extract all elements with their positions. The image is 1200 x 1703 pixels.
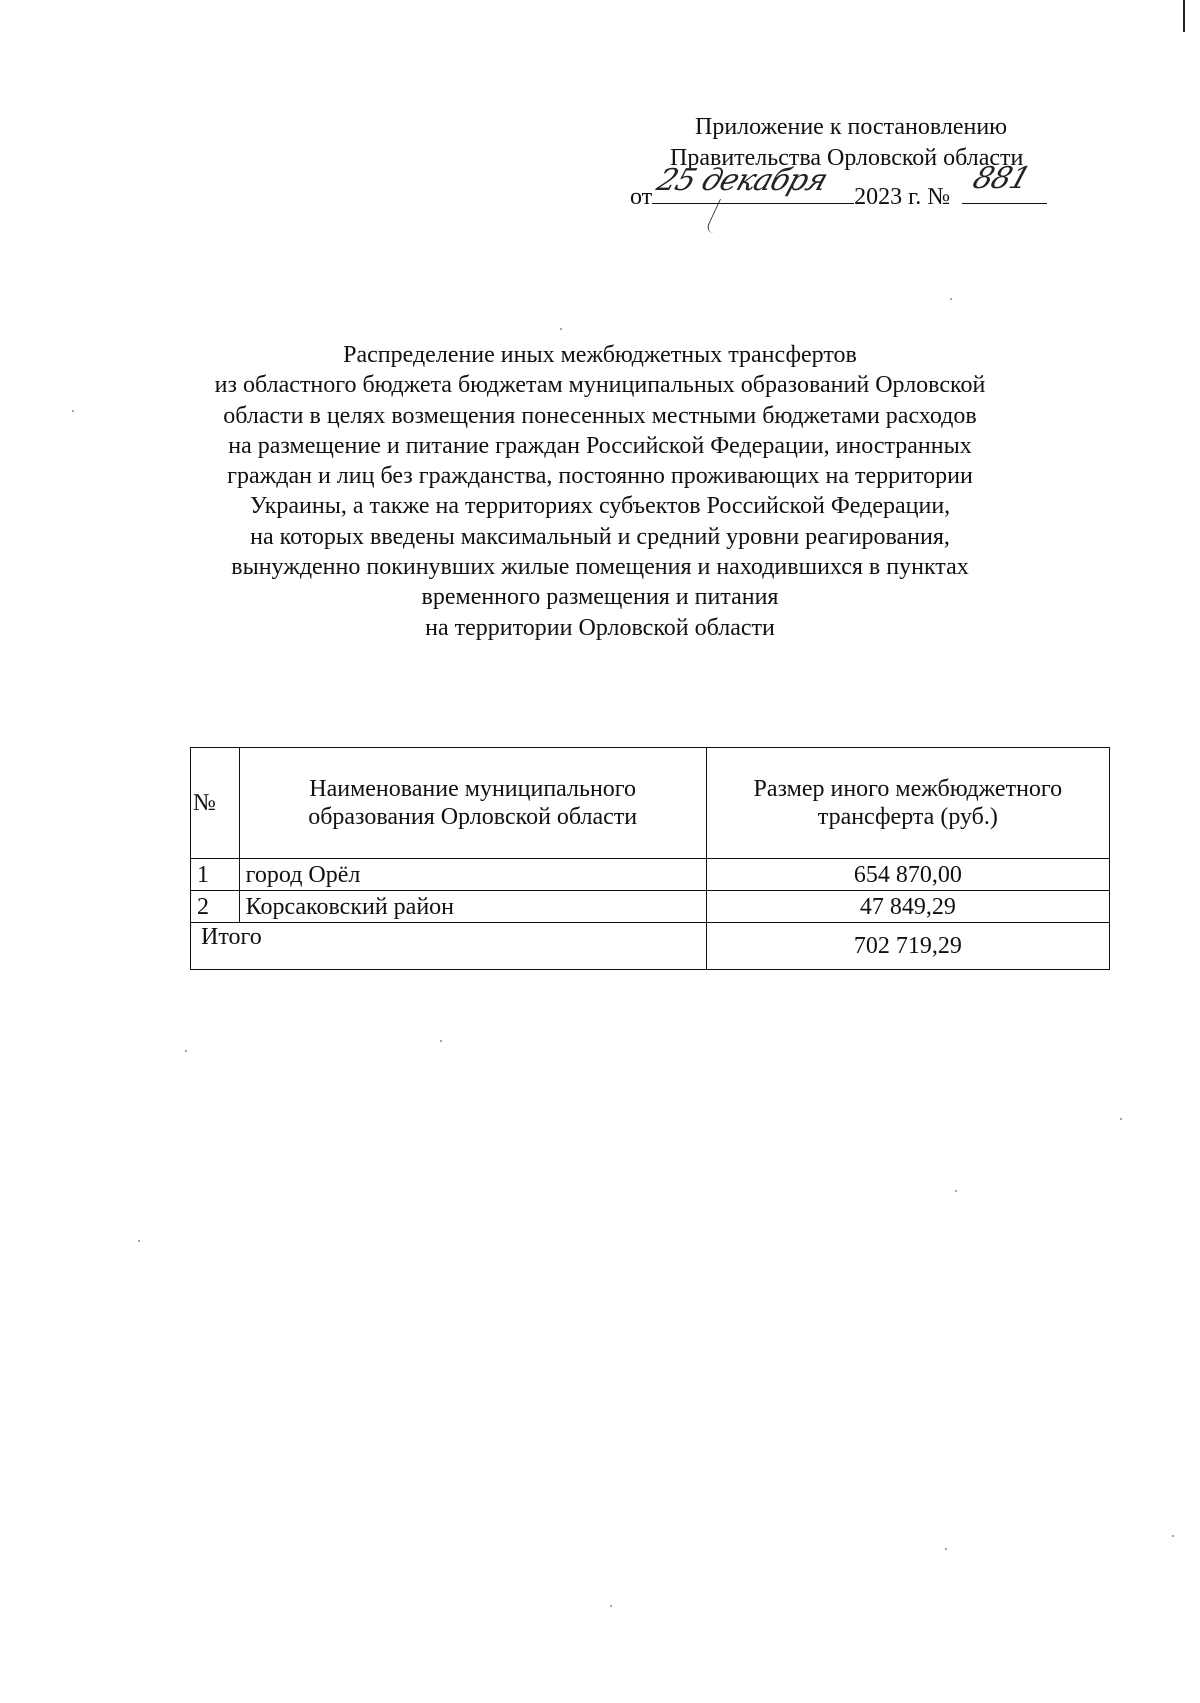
scan-speck (1120, 1118, 1122, 1120)
handwritten-date: 25 декабря (652, 163, 832, 198)
header-name: Наименование муниципального образования Орловской области (239, 748, 706, 859)
title-line: на которых введены максимальный и средний уровни реагирования, (250, 523, 950, 550)
year-number-label: 2023 г. № (854, 184, 951, 210)
scan-speck (610, 1605, 612, 1607)
row-num: 1 (191, 859, 240, 891)
scan-speck (138, 1240, 140, 1242)
title-line: вынужденно покинувших жилые помещения и находившихся в пунктах (231, 554, 969, 581)
appendix-line-1: Приложение к постановлению (695, 114, 1008, 140)
scan-speck (1172, 1535, 1174, 1537)
title-line: на территории Орловской области (425, 614, 775, 641)
title-line: граждан и лиц без гражданства, постоянно проживающих на территории (227, 463, 973, 490)
title-line: временного размещения и питания (421, 584, 779, 611)
total-row (191, 923, 1110, 970)
row-amount: 47 849,29 (706, 891, 1109, 923)
distribution-table (190, 747, 1110, 970)
table-row (191, 859, 1110, 891)
scan-edge-mark (1183, 0, 1185, 32)
title-line: на размещение и питание граждан Российской Федерации, иностранных (228, 432, 972, 459)
row-name: город Орёл (239, 859, 706, 891)
title-line: Распределение иных межбюджетных трансфертов (343, 342, 857, 368)
scan-speck (185, 1050, 187, 1052)
handwriting-stroke (704, 199, 743, 233)
scan-speck (955, 1190, 957, 1192)
table-header-row (191, 748, 1110, 859)
header-num: № (191, 748, 240, 859)
scan-speck (560, 328, 562, 330)
handwritten-number: 881 (968, 161, 1035, 196)
row-name: Корсаковский район (239, 891, 706, 923)
scan-speck (945, 1548, 947, 1550)
from-label: от (630, 184, 653, 210)
table-row (191, 891, 1110, 923)
scan-speck (72, 410, 74, 412)
appendix-date-line (630, 161, 1047, 211)
row-num: 2 (191, 891, 240, 923)
scan-speck (440, 1040, 442, 1042)
total-label: Итого (191, 923, 707, 970)
document-title (180, 340, 1020, 643)
header-amount: Размер иного межбюджетного трансферта (руб.) (706, 748, 1109, 859)
total-amount: 702 719,29 (706, 923, 1109, 970)
appendix-line-2: Правительства Орловской области (670, 145, 1024, 171)
title-line: Украины, а также на территориях субъектов Российской Федерации, (249, 493, 951, 520)
date-blank (652, 163, 854, 204)
row-amount: 654 870,00 (706, 859, 1109, 891)
number-blank (962, 161, 1047, 204)
title-line: из областного бюджета бюджетам муниципальных образований Орловской (214, 372, 986, 399)
scan-speck (950, 298, 952, 300)
title-line: области в целях возмещения понесенных местными бюджетами расходов (223, 402, 977, 429)
